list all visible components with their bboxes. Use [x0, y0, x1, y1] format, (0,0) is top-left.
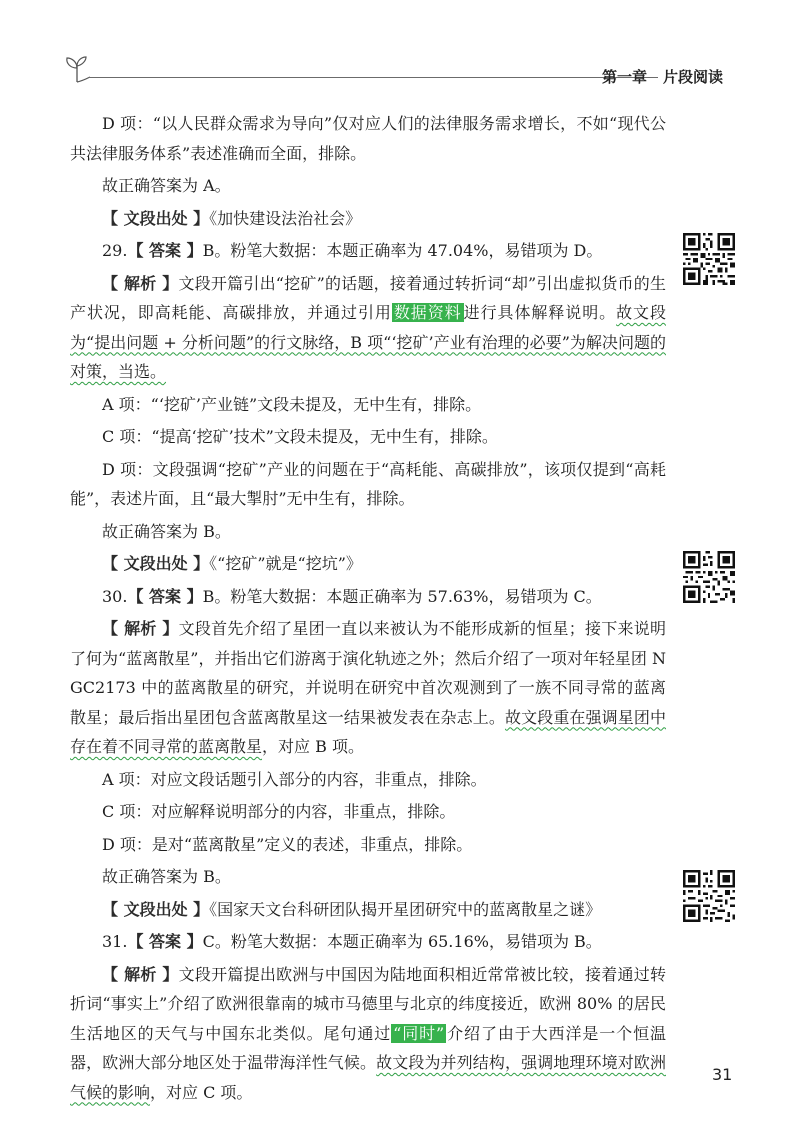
paragraph — [70, 390, 666, 420]
sprout-icon — [60, 52, 94, 86]
analysis-text: 文段首先介绍了星团一直以来被认为不能形成新的恒星；接下来说明了何为“蓝离散星”，并指出它们游离于演化轨迹之外；然后介绍了一项对年轻星团 NGC2173 中的蓝离散星的研究，并说明在研究中首次观测到了一族不同寻常的蓝离散星；最后指出星团包含蓝离散星这一结果被发表在杂志上。 — [70, 619, 666, 727]
paragraph — [70, 895, 666, 925]
analysis-text: ，对应 B 项。 — [262, 737, 364, 756]
paragraph — [70, 549, 666, 579]
paragraph — [70, 422, 666, 452]
option-c-text: C 项：对应解释说明部分的内容，非重点，排除。 — [102, 802, 456, 821]
paragraph — [70, 960, 666, 1108]
answer-label: 【 答案 】 — [127, 586, 203, 606]
source-label: 【 文段出处 】 — [102, 899, 210, 919]
analysis-label: 【 解析 】 — [102, 273, 179, 293]
qr-code-q29-icon[interactable] — [683, 233, 735, 285]
paragraph — [70, 797, 666, 827]
source-label: 【 文段出处 】 — [102, 554, 210, 573]
option-d-text: D 项：文段强调“挖矿”产业的问题在于“高耗能、高碳排放”，该项仅提到“高耗能”，表述片面，且“最大掣肘”无中生有，排除。 — [70, 459, 666, 508]
analysis-text: 介绍了由于大西洋是一个恒温器，欧洲大部分地区处于温带海洋性气候。 — [70, 1023, 666, 1072]
paragraph — [70, 269, 666, 387]
qr-code-q30-icon[interactable] — [683, 551, 735, 603]
key-sentence: 故文段为“提出问题 + 分析问题”的行文脉络，B 项“‘挖矿’产业有治理的必要”为解决问题的对策，当选。 — [70, 303, 666, 381]
qr-code-q31-icon[interactable] — [683, 870, 735, 922]
highlight-data: 数据资料 — [393, 303, 462, 322]
chapter-section: 片段阅读 — [663, 68, 724, 86]
paragraph — [70, 765, 666, 795]
final-answer: 故正确答案为 A。 — [102, 176, 231, 195]
answer-text: B。粉笔大数据：本题正确率为 47.04%，易错项为 D。 — [202, 241, 603, 260]
page-number: 31 — [712, 1065, 733, 1084]
answer-label: 【 答案 】 — [127, 241, 203, 260]
paragraph — [70, 455, 666, 514]
paragraph — [70, 927, 666, 957]
key-sentence: 故文段重在强调星团中存在着不同寻常的蓝离散星 — [70, 707, 666, 756]
answer-text: B。粉笔大数据：本题正确率为 57.63%，易错项为 C。 — [202, 586, 602, 606]
analysis-label: 【 解析 】 — [102, 619, 179, 638]
paragraph — [70, 862, 666, 892]
paragraph — [70, 614, 666, 762]
source-title: 《“挖矿”就是“挖坑”》 — [209, 554, 362, 573]
option-c-text: C 项：“提高‘挖矿’技术”文段未提及，无中生有，排除。 — [102, 427, 498, 446]
source-label: 【 文段出处 】 — [102, 208, 210, 228]
answer-text: C。粉笔大数据：本题正确率为 65.16%，易错项为 B。 — [202, 932, 602, 951]
header-rule — [88, 77, 658, 78]
analysis-text: 文段开篇引出“挖矿”的话题，接着通过转折词“却”引出虚拟货币的生产状况，即高耗能、高碳排放，并通过引用 — [70, 273, 666, 322]
option-a-text: A 项：对应文段话题引入部分的内容，非重点，排除。 — [102, 769, 487, 789]
paragraph — [70, 517, 666, 547]
paragraph — [70, 204, 666, 234]
final-answer: 故正确答案为 B。 — [102, 521, 231, 541]
chapter-heading — [602, 66, 723, 87]
page-content — [70, 109, 666, 1107]
source-title: 《加快建设法治社会》 — [209, 208, 362, 228]
question-number: 31. — [102, 932, 128, 951]
analysis-text: 进行具体解释说明。 — [463, 303, 617, 322]
option-d-text: D 项：是对“蓝离散星”定义的表述，非重点，排除。 — [102, 834, 473, 854]
paragraph — [70, 109, 666, 168]
question-number: 29. — [102, 241, 128, 260]
paragraph — [70, 582, 666, 612]
final-answer: 故正确答案为 B。 — [102, 867, 231, 886]
paragraph — [70, 236, 666, 266]
source-title: 《国家天文台科研团队揭开星团研究中的蓝离散星之谜》 — [209, 899, 602, 919]
option-d-text: D 项：“以人民群众需求为导向”仅对应人们的法律服务需求增长，不如“现代公共法律服务体系”表述准确而全面，排除。 — [70, 114, 666, 163]
key-sentence: 故文段为并列结构，强调地理环境对欧洲气候的影响 — [70, 1053, 666, 1102]
question-number: 30. — [102, 586, 128, 606]
analysis-label: 【 解析 】 — [102, 964, 179, 984]
option-a-text: A 项：“‘挖矿’产业链”文段未提及，无中生有，排除。 — [102, 394, 482, 414]
paragraph — [70, 830, 666, 860]
chapter-number: 第一章 — [602, 68, 648, 86]
highlight-conjunction: “同时” — [393, 1023, 445, 1043]
answer-label: 【 答案 】 — [127, 932, 203, 951]
analysis-text: ，对应 C 项。 — [150, 1082, 253, 1102]
analysis-text: 文段开篇提出欧洲与中国因为陆地面积相近常常被比较，接着通过转折词“事实上”介绍了欧洲很靠南的城市马德里与北京的纬度接近，欧洲 80% 的居民生活地区的天气与中国东北类似。尾句通过 — [70, 964, 666, 1043]
paragraph — [70, 171, 666, 201]
